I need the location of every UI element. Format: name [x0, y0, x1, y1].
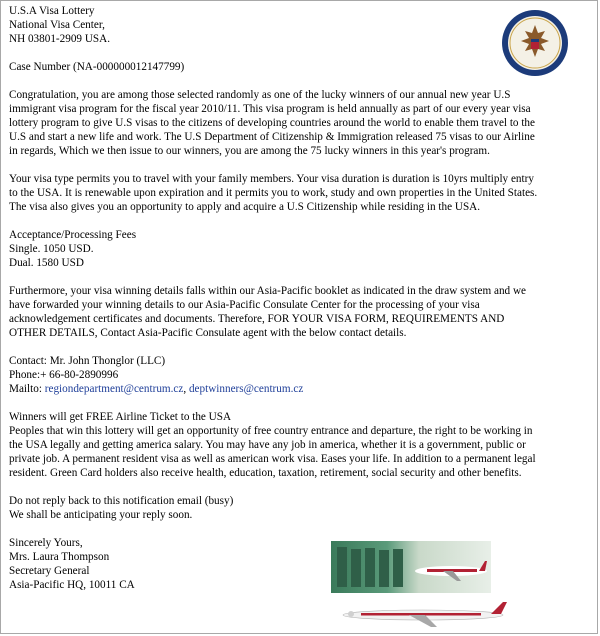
paragraph-winners: Winners will get FREE Airline Ticket to the USA Peoples that win this lottery will get an opportunity of free country entrance and departure, the right to be working in the USA legally and getting america salary. You may have any job in america, whether it is a government, public or private job. A permanent resident visa as well as american work visa. Eases your life. In addition to a permanent legal resident. Green Card holders also receive health, education, taxation, retirement, social security and other benefits.	[9, 411, 536, 479]
paragraph-visa-type: Your visa type permits you to travel with your family members. Your visa duration is duration is 10yrs multiply entry to the USA. It is renewable upon expiration and it permits you to work, study and own properties in the United States. The visa also gives you an opportunity to apply and acquire a U.S Citizenship while residing in the USA.	[9, 173, 538, 213]
contact-name: Contact: Mr. John Thonglor (LLC)	[9, 355, 166, 367]
contact-mailto: Mailto: regiondepartment@centrum.cz, deptwinners@centrum.cz	[9, 383, 304, 395]
sender-address: U.S.A Visa Lottery National Visa Center, NH 03801-2909 USA.	[9, 5, 110, 45]
contact-block	[9, 354, 589, 396]
airline-crew-icon	[331, 541, 491, 593]
letter-body	[9, 4, 589, 606]
signature-block: Sincerely Yours, Mrs. Laura Thompson Secretary General Asia-Pacific HQ, 10011 CA	[9, 537, 135, 591]
case-number: Case Number (NA-000000012147799)	[9, 61, 185, 73]
airline-photo	[331, 541, 491, 593]
fees-block: Acceptance/Processing Fees Single. 1050 USD. Dual. 1580 USD	[9, 229, 137, 269]
airplane-icon	[331, 597, 521, 631]
paragraph-congratulation: Congratulation, you are among those selected randomly as one of the lucky winners of our annual new year U.S immigrant visa program for the fiscal year 2010/11. This visa program is held annually as part of our every year visa lottery program to give U.S visas to the citizens of developing countries around the world to enable them travel to the U.S and start a new life and work. The U.S Department of Citizenship & Immigration released 75 visas to our Airline in regards, Which we then issue to our winners, you are among the 75 lucky winners in this year's program.	[9, 89, 535, 157]
contact-phone: Phone:+ 66-80-2890996	[9, 369, 119, 381]
paragraph-reply: Do not reply back to this notification email (busy) We shall be anticipating your reply soon.	[9, 495, 234, 521]
paragraph-furthermore: Furthermore, your visa winning details falls within our Asia-Pacific booklet as indicated in the draw system and we have forwarded your winning details to our Asia-Pacific Consulate Center for the processing of your visa acknowledgement certificates and documents. Therefore, FOR YOUR VISA FORM, REQUIREMENTS AND OTHER DETAILS, Contact Asia-Pacific Consulate agent with the below contact details.	[9, 285, 526, 339]
email-link-2[interactable]: deptwinners@centrum.cz	[188, 383, 304, 395]
email-link-1[interactable]: regiondepartment@centrum.cz	[44, 383, 184, 395]
